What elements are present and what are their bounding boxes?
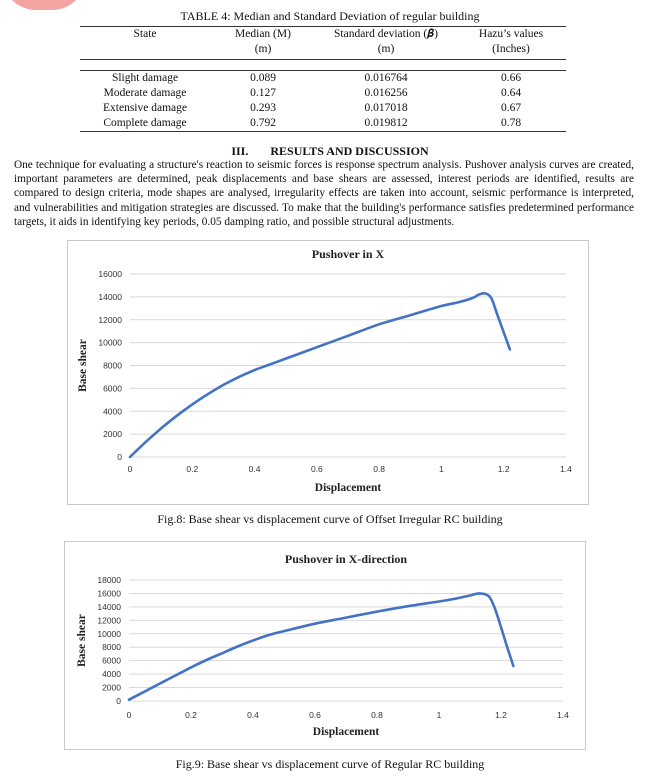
y-tick-label: 12000 [98,314,122,325]
header-median: Median (M) (m) [210,27,316,60]
body-paragraph: One technique for evaluating a structure's reaction to seismic forces is response spectrum analysis. Pushover analysis curves are created, important parameters are determined, peak displacements and base shears are assessed, interest periods are identified, results are compared to design criteria, mode shapes are analysed, irregularity effects are taken into account, seismic performance is interpreted, and vulnerabilities and mitigation strategies are discussed. To make that the building's performance satisfies predetermined performance targets, it aids in identifying key periods, 0.05 damping ratio, and possible structural adjustments. [14,159,634,228]
y-tick-label: 8000 [103,360,122,371]
y-tick-label: 16000 [97,588,121,599]
y-tick-label: 0 [116,696,121,706]
section-heading [0,144,660,159]
x-tick-label: 0.8 [373,464,386,474]
section-number: III. [231,144,249,158]
chart-pushover-x [67,240,589,505]
chart-svg [65,542,585,749]
y-tick-label: 10000 [97,628,121,639]
y-tick-label: 14000 [97,601,121,612]
y-tick-label: 4000 [103,406,122,417]
series-line [130,293,510,457]
y-axis-title: Base shear [76,614,88,667]
chart-title: Pushover in X [311,247,385,261]
chart-pushover-x-direction [64,541,586,750]
header-std-dev: Standard deviation (𝜷) (m) [316,27,456,60]
chart-title: Pushover in X-direction [284,552,408,566]
x-tick-label: 1.4 [557,710,569,720]
x-tick-label: 1 [436,710,442,720]
y-tick-label: 6000 [103,383,122,394]
median-std-table [80,26,566,132]
header-state: State [80,27,210,60]
x-axis-title: Displacement [314,482,382,494]
figure-caption-8: Fig.8: Base shear vs displacement curve of Offset Irregular RC building [157,512,503,526]
table-row: Moderate damage 0.127 0.016256 0.64 [103,87,522,99]
x-tick-label: 1.4 [560,464,572,474]
x-tick-label: 0.4 [248,464,261,474]
y-tick-label: 8000 [102,642,121,653]
y-tick-label: 12000 [97,615,121,626]
y-tick-label: 6000 [102,655,121,666]
header-hazus: Hazu’s values (Inches) [456,27,566,60]
y-tick-label: 2000 [102,682,121,693]
figure-caption-9: Fig.9: Base shear vs displacement curve of Regular RC building [175,757,485,771]
x-tick-label: 0.6 [310,464,323,474]
y-tick-label: 0 [117,452,122,462]
x-tick-label: 1 [439,464,444,474]
x-tick-label: 1.2 [495,710,507,720]
series-line [129,593,513,699]
y-tick-label: 2000 [103,429,122,440]
y-tick-label: 10000 [98,337,122,348]
section-title: RESULTS AND DISCUSSION [270,144,429,158]
x-tick-label: 0.2 [186,464,199,474]
x-tick-label: 0.8 [371,710,383,720]
y-tick-label: 18000 [97,575,121,585]
y-tick-label: 14000 [98,291,122,302]
x-axis-title: Displacement [312,726,380,738]
table-row: Slight damage 0.089 0.016764 0.66 [80,71,566,87]
y-tick-label: 16000 [98,269,122,279]
table-row: Complete damage 0.792 0.019812 0.78 [80,116,566,132]
table-caption: TABLE 4: Median and Standard Deviation of regular building [180,9,480,23]
x-tick-label: 0.4 [247,710,259,720]
x-tick-label: 0 [127,464,133,474]
x-tick-label: 0 [126,710,132,720]
chart-svg [68,241,588,504]
table-row: Extensive damage 0.293 0.017018 0.67 [103,102,522,114]
x-tick-label: 0.2 [185,710,197,720]
y-axis-title: Base shear [77,339,89,392]
x-tick-label: 1.2 [497,464,510,474]
x-tick-label: 0.6 [309,710,321,720]
y-tick-label: 4000 [102,669,121,680]
